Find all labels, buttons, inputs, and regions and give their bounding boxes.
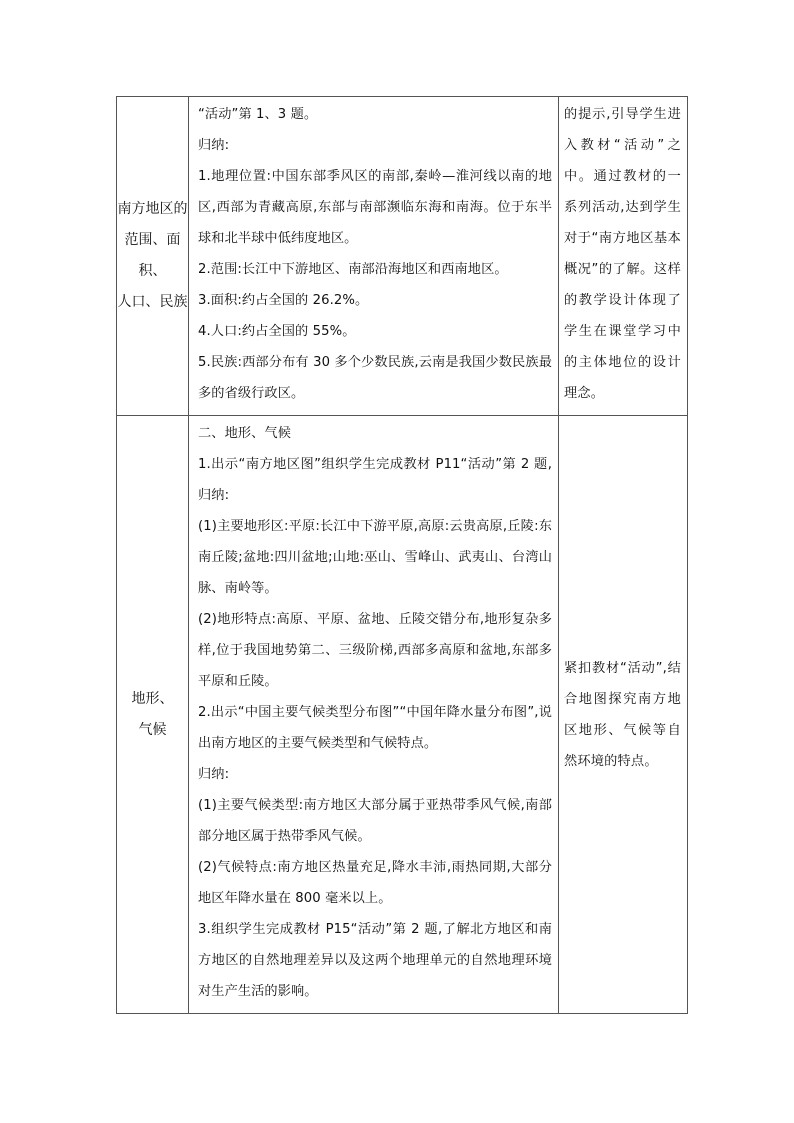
content-paragraph: 1.地理位置:中国东部季风区的南部,秦岭—淮河线以南的地区,西部为青藏高原,东部与南部濒临东海和南海。位于东半球和北半球中低纬度地区。: [198, 169, 552, 246]
design-intent-text: 紧扣教材“活动”,结合地图探究南方地区地形、气候等自然环境的特点。: [564, 660, 681, 769]
content-cell: [189, 416, 559, 1014]
content-cell: [189, 97, 559, 416]
table-row: [117, 416, 688, 1014]
content-paragraph: 1.出示“南方地区图”组织学生完成教材 P11“活动”第 2 题,归纳:: [198, 457, 552, 503]
content-paragraph: 3.面积:约占全国的 26.2%。: [198, 293, 369, 308]
topic-cell: [117, 97, 189, 416]
content-paragraph: 归纳:: [198, 767, 230, 782]
content-paragraph: 5.民族:西部分布有 30 多个少数民族,云南是我国少数民族最多的省级行政区。: [198, 355, 552, 401]
content-paragraph: (2)地形特点:高原、平原、盆地、丘陵交错分布,地形复杂多样,位于我国地势第二、三级阶梯,西部多高原和盆地,东部多平原和丘陵。: [198, 612, 552, 689]
topic-cell: [117, 416, 189, 1014]
topic-line: 气候: [138, 721, 167, 738]
table-row: [117, 97, 688, 416]
topic-line: 人口、民族: [117, 294, 188, 310]
lesson-plan-table: [116, 96, 688, 1014]
topic-line: 南方地区的: [117, 201, 188, 217]
content-paragraph: 3.组织学生完成教材 P15“活动”第 2 题,了解北方地区和南方地区的自然地理差异以及这两个地理单元的自然地理环境对生产生活的影响。: [198, 922, 552, 999]
design-intent-cell: [559, 97, 688, 416]
topic-line: 范围、面积、: [124, 232, 181, 279]
content-paragraph: 2.出示“中国主要气候类型分布图”“中国年降水量分布图”,说出南方地区的主要气候类型和气候特点。: [198, 705, 552, 751]
content-paragraph: “活动”第 1、3 题。: [198, 107, 318, 122]
design-intent-cell: [559, 416, 688, 1014]
content-paragraph: (2)气候特点:南方地区热量充足,降水丰沛,雨热同期,大部分地区年降水量在 800 毫米以上。: [198, 860, 552, 906]
content-paragraph: 4.人口:约占全国的 55%。: [198, 324, 356, 339]
content-paragraph: 二、地形、气候: [198, 426, 292, 441]
content-paragraph: 归纳:: [198, 138, 230, 153]
content-paragraph: (1)主要地形区:平原:长江中下游平原,高原:云贵高原,丘陵:东南丘陵;盆地:四川盆地;山地:巫山、雪峰山、武夷山、台湾山脉、南岭等。: [198, 519, 552, 596]
design-intent-text: 的提示,引导学生进入教材“活动”之中。通过教材的一系列活动,达到学生对于“南方地区基本概况”的了解。这样的教学设计体现了学生在课堂学习中的主体地位的设计理念。: [564, 107, 681, 401]
topic-line: 地形、: [131, 690, 174, 707]
content-paragraph: 2.范围:长江中下游地区、南部沿海地区和西南地区。: [198, 262, 508, 277]
content-paragraph: (1)主要气候类型:南方地区大部分属于亚热带季风气候,南部部分地区属于热带季风气候。: [198, 798, 552, 844]
